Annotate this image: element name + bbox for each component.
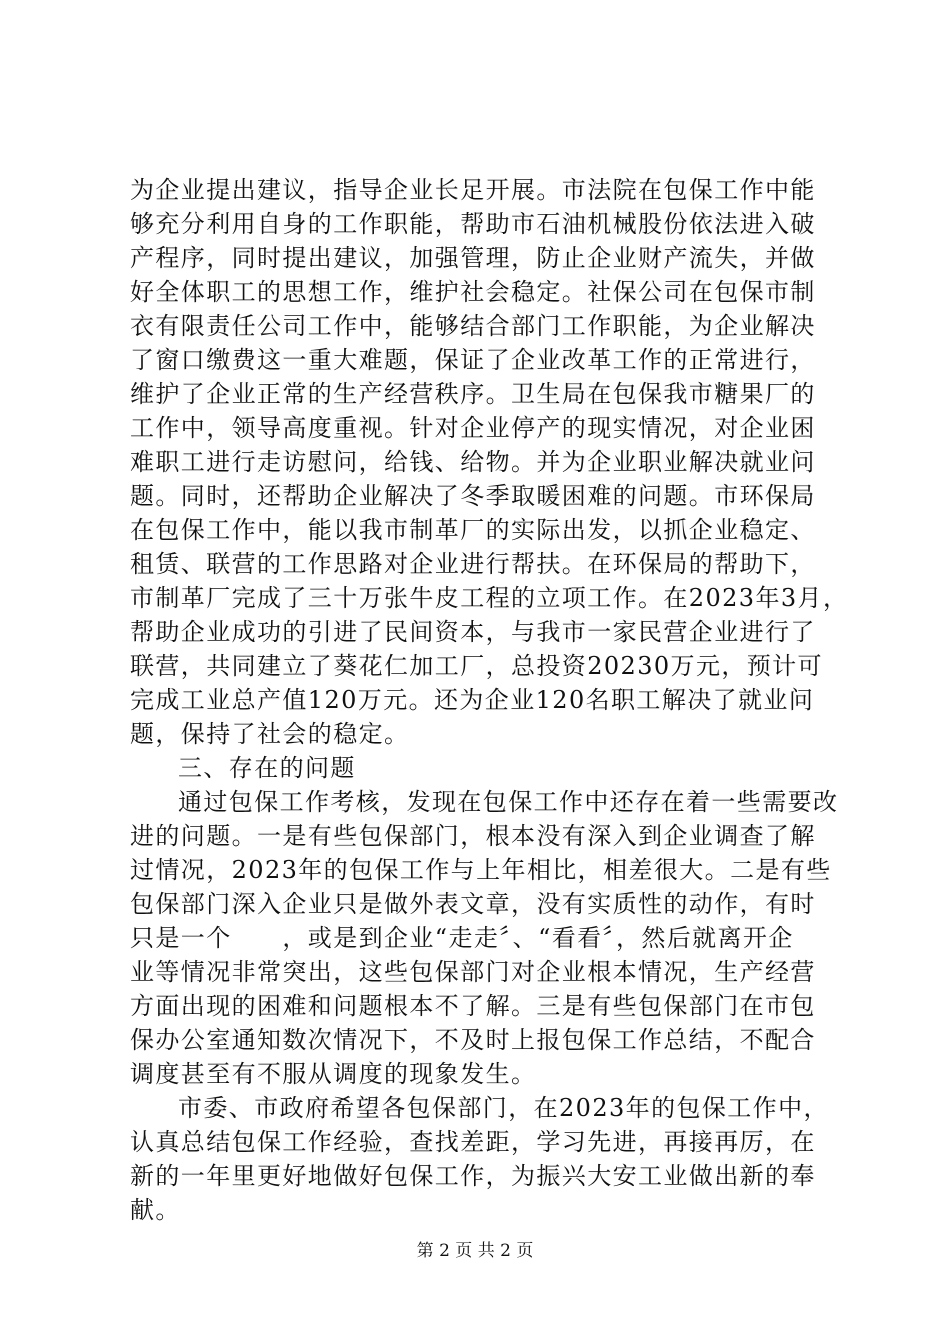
body-text-line: 完成工业总产值120万元。还为企业120名职工解决了就业问 xyxy=(130,686,815,714)
body-text-line: 了窗口缴费这一重大难题，保证了企业改革工作的正常进行， xyxy=(130,346,816,374)
body-text-line: 题。同时，还帮助企业解决了冬季取暖困难的问题。市环保局 xyxy=(130,482,816,510)
body-text-line: 联营，共同建立了葵花仁加工厂，总投资20230万元，预计可 xyxy=(130,652,823,680)
body-text-line: 只是一个 ，或是到企业“走走〞、“看看〞，然后就离开企 xyxy=(130,924,794,952)
paragraph-first-line: 市委、市政府希望各包保部门，在2023年的包保工作中， xyxy=(178,1094,829,1122)
body-text-line: 保办公室通知数次情况下，不及时上报包保工作总结，不配合 xyxy=(130,1026,816,1054)
body-text-line: 在包保工作中，能以我市制革厂的实际出发，以抓企业稳定、 xyxy=(130,516,816,544)
body-text-line: 衣有限责任公司工作中，能够结合部门工作职能，为企业解决 xyxy=(130,312,816,340)
body-text-line: 工作中，领导高度重视。针对企业停产的现实情况，对企业困 xyxy=(130,414,816,442)
body-text-line: 题，保持了社会的稳定。 xyxy=(130,720,410,748)
section-heading: 三、存在的问题 xyxy=(178,754,356,782)
body-text-line: 方面出现的困难和问题根本不了解。三是有些包保部门在市包 xyxy=(130,992,816,1020)
body-text-line: 租赁、联营的工作思路对企业进行帮扶。在环保局的帮助下， xyxy=(130,550,816,578)
paragraph-first-line: 通过包保工作考核，发现在包保工作中还存在着一些需要改 xyxy=(178,788,839,816)
body-text-line: 调度甚至有不服从调度的现象发生。 xyxy=(130,1060,537,1088)
body-text-line: 维护了企业正常的生产经营秩序。卫生局在包保我市糖果厂的 xyxy=(130,380,816,408)
body-text-line: 产程序，同时提出建议，加强管理，防止企业财产流失，并做 xyxy=(130,244,816,272)
body-text-line: 献。 xyxy=(130,1196,181,1224)
body-text-line: 难职工进行走访慰问，给钱、给物。并为企业职业解决就业问 xyxy=(130,448,816,476)
body-text-line: 帮助企业成功的引进了民间资本，与我市一家民营企业进行了 xyxy=(130,618,816,646)
body-text-line: 为企业提出建议，指导企业长足开展。市法院在包保工作中能 xyxy=(130,176,816,204)
body-text-line: 新的一年里更好地做好包保工作，为振兴大安工业做出新的奉 xyxy=(130,1162,816,1190)
page-number-footer: 第 2 页 共 2 页 xyxy=(416,1241,534,1261)
body-text-line: 够充分利用自身的工作职能，帮助市石油机械股份依法进入破 xyxy=(130,210,816,238)
body-text-line: 市制革厂完成了三十万张牛皮工程的立项工作。在2023年3月， xyxy=(130,584,849,612)
body-text-line: 进的问题。一是有些包保部门，根本没有深入到企业调查了解 xyxy=(130,822,816,850)
body-text-line: 包保部门深入企业只是做外表文章，没有实质性的动作，有时 xyxy=(130,890,816,918)
body-text-line: 过情况，2023年的包保工作与上年相比，相差很大。二是有些 xyxy=(130,856,832,884)
body-text-line: 业等情况非常突出，这些包保部门对企业根本情况，生产经营 xyxy=(130,958,816,986)
body-text-line: 好全体职工的思想工作，维护社会稳定。社保公司在包保市制 xyxy=(130,278,816,306)
body-text-line: 认真总结包保工作经验，查找差距，学习先进，再接再厉，在 xyxy=(130,1128,816,1156)
